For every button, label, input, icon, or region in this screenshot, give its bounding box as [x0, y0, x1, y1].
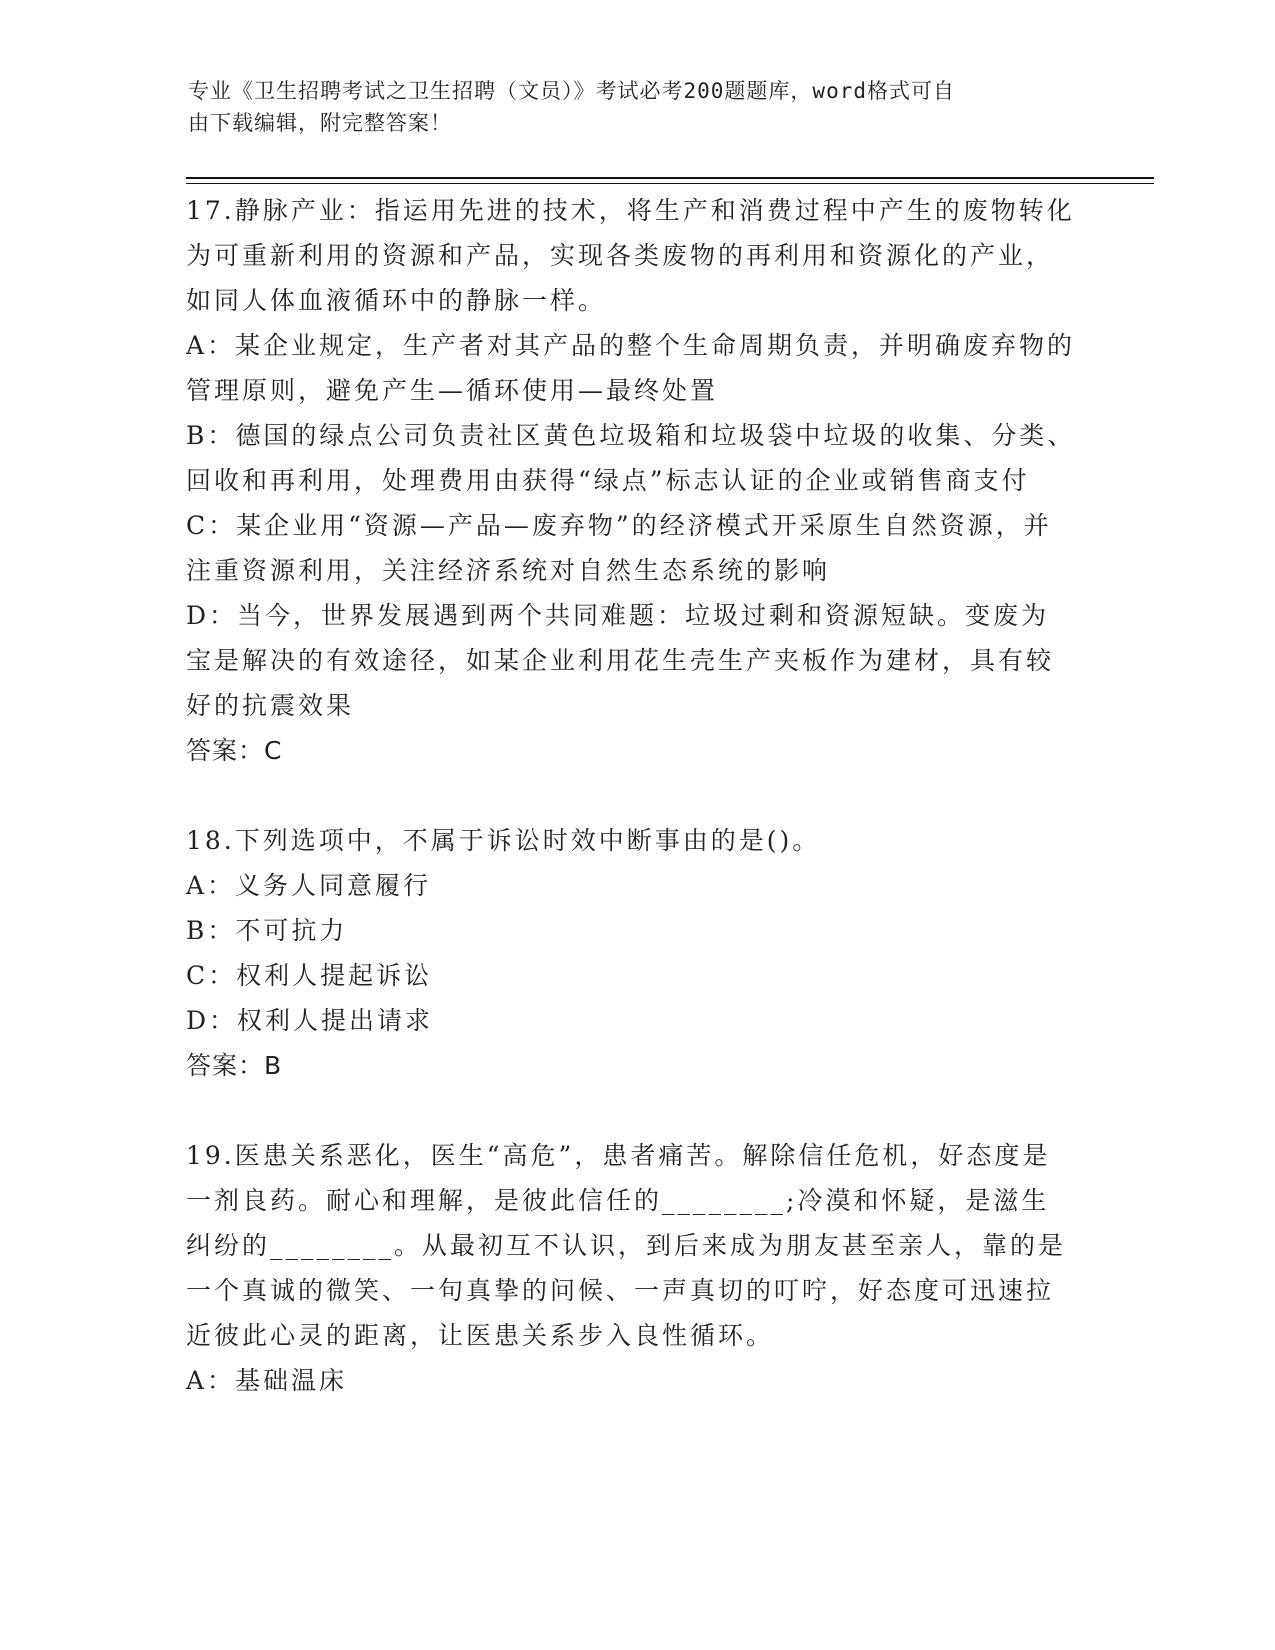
header-divider-thin	[186, 183, 1154, 184]
option-d: D：权利人提出请求	[186, 1006, 434, 1035]
document-header	[188, 75, 1068, 139]
option-a: A：义务人同意履行	[186, 871, 432, 900]
question-stem: 18.下列选项中，不属于诉讼时效中断事由的是()。	[186, 826, 821, 855]
question-stem: 19.医患关系恶化，医生“高危”，患者痛苦。解除信任危机，好态度是一剂良药。耐心和理解，是彼此信任的________;冷漠和怀疑，是滋生纠纷的________。从最初互不认识，到后来成为朋友甚至亲人，靠的是一个真诚的微笑、一句真挚的问候、一声真切的叮咛，好态度可迅速拉近彼此心灵的距离，让医患关系步入良性循环。	[186, 1141, 1067, 1350]
header-line-1: 专业《卫生招聘考试之卫生招聘（文员）》考试必考200题题库，word格式可自	[188, 79, 955, 103]
answer-label: 答案：B	[186, 1051, 283, 1080]
question-stem: 17.静脉产业：指运用先进的技术，将生产和消费过程中产生的废物转化为可重新利用的资源和产品，实现各类废物的再利用和资源化的产业，如同人体血液循环中的静脉一样。	[186, 196, 1075, 315]
answer-label: 答案：C	[186, 736, 283, 765]
header-line-2: 由下载编辑，附完整答案！	[188, 111, 452, 135]
option-a: A：某企业规定，生产者对其产品的整个生命周期负责，并明确废弃物的管理原则，避免产生—循环使用—最终处置	[186, 331, 1076, 405]
option-d: D：当今，世界发展遇到两个共同难题：垃圾过剩和资源短缺。变废为宝是解决的有效途径，如某企业利用花生壳生产夹板作为建材，具有较好的抗震效果	[186, 601, 1055, 720]
question-17	[186, 188, 1076, 773]
question-spacer	[186, 1088, 1076, 1133]
option-c: C：权利人提起诉讼	[186, 961, 433, 990]
option-a: A：基础温床	[186, 1366, 348, 1395]
question-18	[186, 818, 1076, 1088]
option-c: C：某企业用“资源—产品—废弃物”的经济模式开采原生自然资源，并注重资源利用，关注经济系统对自然生态系统的影响	[186, 511, 1052, 585]
question-spacer	[186, 773, 1076, 818]
option-b: B：不可抗力	[186, 916, 348, 945]
header-divider-thick	[186, 177, 1154, 179]
question-19	[186, 1133, 1076, 1403]
option-b: B：德国的绿点公司负责社区黄色垃圾箱和垃圾袋中垃圾的收集、分类、回收和再利用，处理费用由获得“绿点”标志认证的企业或销售商支付	[186, 421, 1076, 495]
question-list	[186, 188, 1076, 1403]
